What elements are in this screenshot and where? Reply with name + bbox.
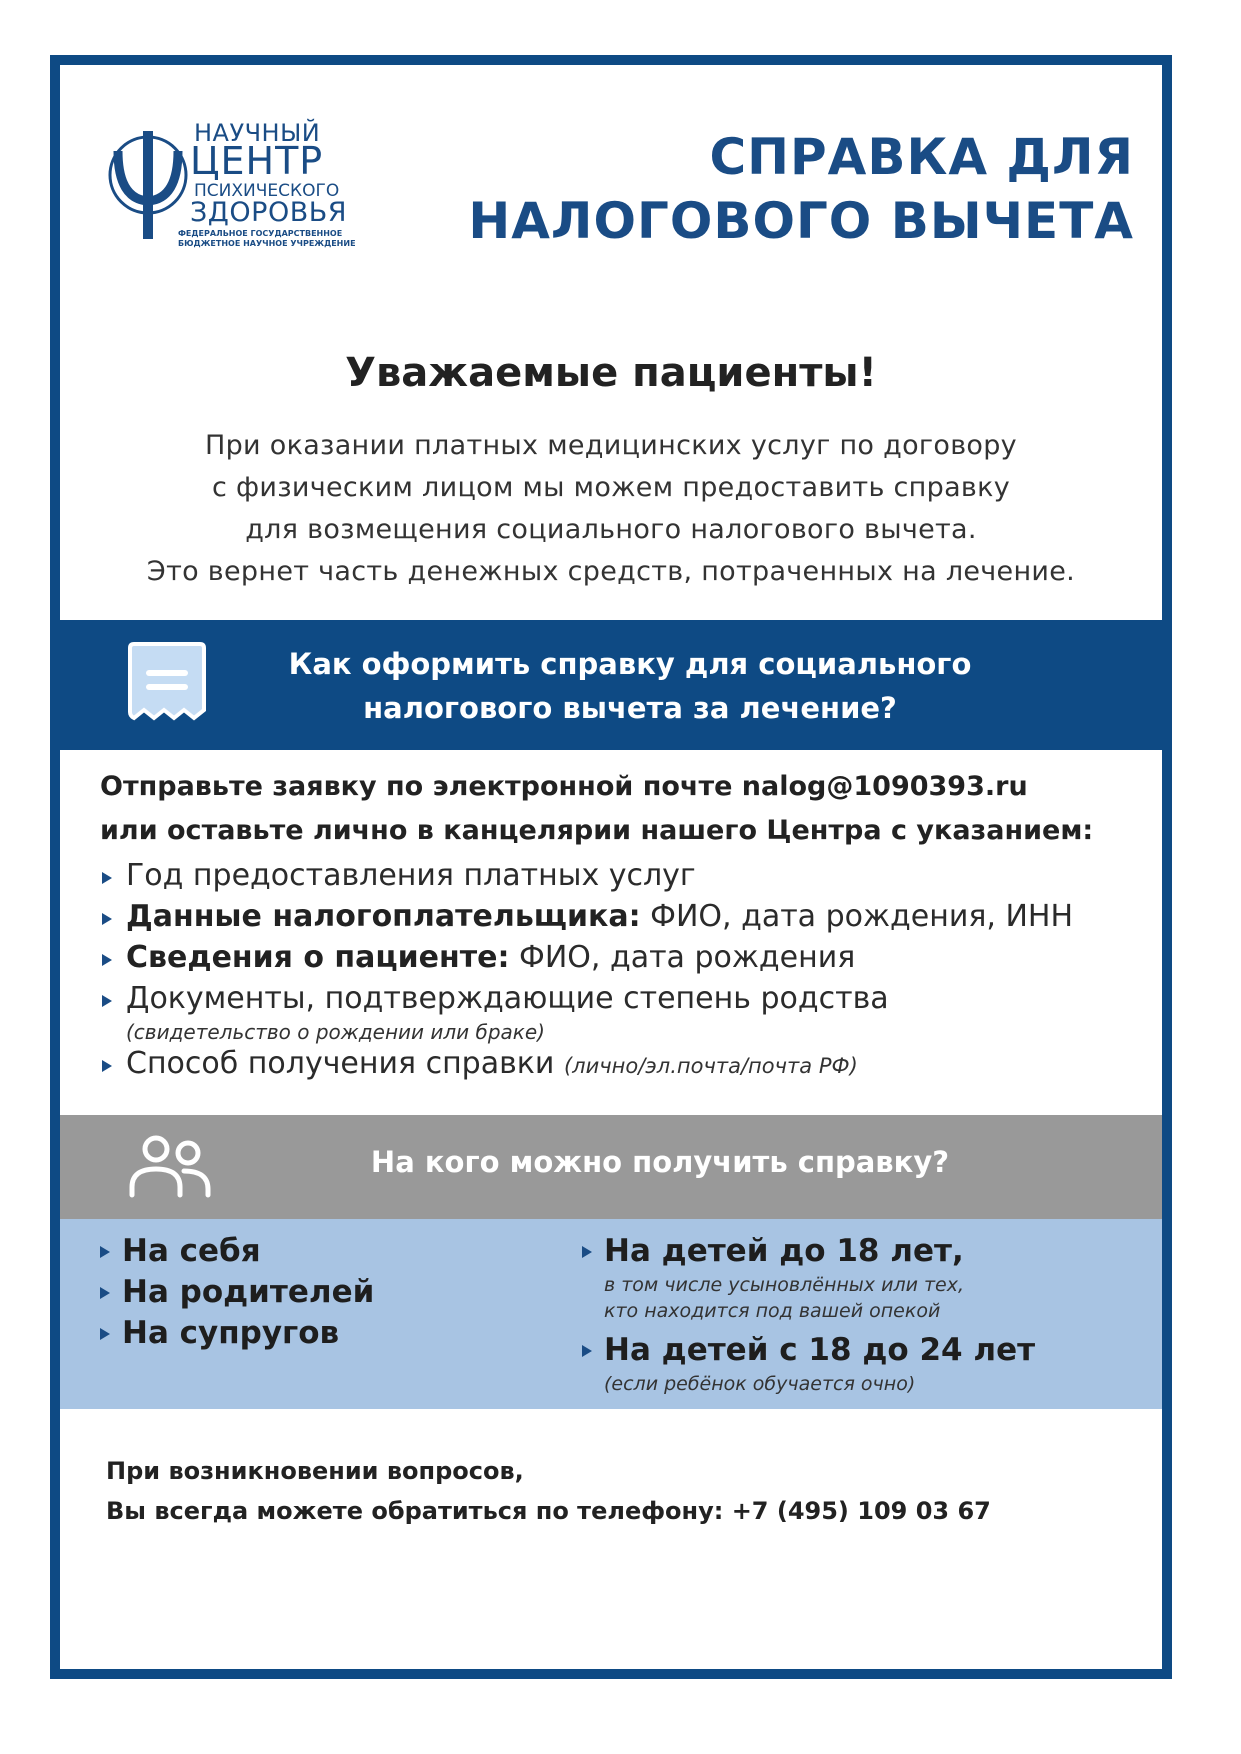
how-to-section-header: [60, 620, 1162, 750]
logo-line-3: ПСИХИЧЕСКОГО: [194, 181, 340, 201]
list-item: [100, 937, 1140, 979]
instructions-line-2: или оставьте лично в канцелярии нашего Центра с указанием:: [100, 815, 1094, 846]
logo-line-2: ЦЕНТР: [190, 139, 324, 183]
list-item-note: (если ребёнок обучается очно): [604, 1373, 916, 1395]
instructions-line-1: Отправьте заявку по электронной почте nalog@1090393.ru: [100, 771, 1028, 802]
intro-line: для возмещения социального налогового вычета.: [245, 514, 977, 545]
list-item: [100, 1043, 1140, 1087]
triangle-bullet-icon: [582, 1345, 592, 1357]
triangle-bullet-icon: [100, 1328, 110, 1340]
intro-line: Это вернет часть денежных средств, потраченных на лечение.: [146, 556, 1076, 587]
instructions: [100, 765, 1130, 853]
footer-line-1: При возникновении вопросов,: [106, 1457, 524, 1485]
required-info-list: [100, 855, 1140, 1086]
logo-subtitle-2: БЮДЖЕТНОЕ НАУЧНОЕ УЧРЕЖДЕНИЕ: [178, 239, 356, 248]
list-item-text: На детей с 18 до 24 лет: [604, 1332, 1036, 1368]
list-item-text: На супругов: [122, 1315, 340, 1351]
intro-line: с физическим лицом мы можем предоставить справку: [211, 472, 1011, 503]
list-item-note-line: в том числе усыновлённых или тех,: [604, 1274, 965, 1296]
people-icon: [128, 1135, 212, 1199]
contact-footer: [106, 1451, 991, 1531]
list-item-note-line: кто находится под вашей опекой: [604, 1300, 941, 1322]
organization-logo: [104, 117, 404, 257]
list-item: [100, 855, 1140, 897]
logo-subtitle-1: ФЕДЕРАЛЬНОЕ ГОСУДАРСТВЕННОЕ: [178, 229, 343, 238]
list-item-bold: Сведения о пациенте:: [126, 940, 510, 975]
title-line-2: НАЛОГОВОГО ВЫЧЕТА: [468, 192, 1134, 250]
poster-frame: [50, 55, 1172, 1679]
triangle-bullet-icon: [102, 954, 112, 966]
logo-line-4: ЗДОРОВЬЯ: [190, 197, 347, 228]
list-item: [100, 1313, 374, 1354]
list-item-text: ФИО, дата рождения: [509, 940, 856, 975]
whom-left-list: [100, 1231, 374, 1354]
list-item-text: ФИО, дата рождения, ИНН: [640, 899, 1074, 934]
list-item-text: Способ получения справки: [126, 1046, 564, 1081]
title-line-1: СПРАВКА ДЛЯ: [709, 128, 1134, 186]
triangle-bullet-icon: [582, 1246, 592, 1258]
list-item-text: На родителей: [122, 1274, 375, 1310]
triangle-bullet-icon: [100, 1287, 110, 1299]
list-item: [582, 1231, 1142, 1324]
list-item-text: На детей до 18 лет,: [604, 1233, 964, 1269]
list-item-bold: Данные налогоплательщика:: [126, 899, 641, 934]
list-item-note: (лично/эл.почта/почта РФ): [563, 1054, 858, 1078]
list-item-note: (свидетельство о рождении или браке): [126, 1020, 545, 1044]
list-item-text: Документы, подтверждающие степень родства: [126, 981, 889, 1016]
list-item-note: [604, 1272, 1142, 1324]
triangle-bullet-icon: [102, 995, 112, 1007]
intro-text: [60, 425, 1162, 593]
whom-heading: На кого можно получить справку?: [370, 1145, 950, 1179]
whom-options: [60, 1219, 1162, 1409]
triangle-bullet-icon: [102, 872, 112, 884]
logo-subtitle: [178, 229, 356, 249]
how-to-heading-line-1: Как оформить справку для социального: [288, 647, 972, 681]
triangle-bullet-icon: [102, 913, 112, 925]
list-item: [100, 978, 1140, 1044]
greeting: Уважаемые пациенты!: [345, 350, 877, 396]
list-item: [100, 1272, 374, 1313]
whom-section-header: [60, 1115, 1162, 1219]
list-item: [582, 1330, 1142, 1397]
page-title: [468, 125, 1134, 253]
how-to-heading: [190, 642, 1070, 730]
list-item-text: Год предоставления платных услуг: [126, 858, 696, 893]
list-item-text: На себя: [122, 1233, 261, 1269]
logo-line-1: НАУЧНЫЙ: [194, 119, 321, 147]
list-item: [100, 896, 1140, 938]
triangle-bullet-icon: [100, 1246, 110, 1258]
psi-emblem-icon: [104, 129, 192, 241]
whom-right-list: [582, 1231, 1142, 1403]
how-to-heading-line-2: налогового вычета за лечение?: [363, 691, 897, 725]
list-item: [100, 1231, 374, 1272]
intro-line: При оказании платных медицинских услуг по договору: [205, 430, 1017, 461]
triangle-bullet-icon: [102, 1060, 112, 1072]
footer-phone-line: Вы всегда можете обратиться по телефону: +7 (495) 109 03 67: [106, 1497, 991, 1525]
